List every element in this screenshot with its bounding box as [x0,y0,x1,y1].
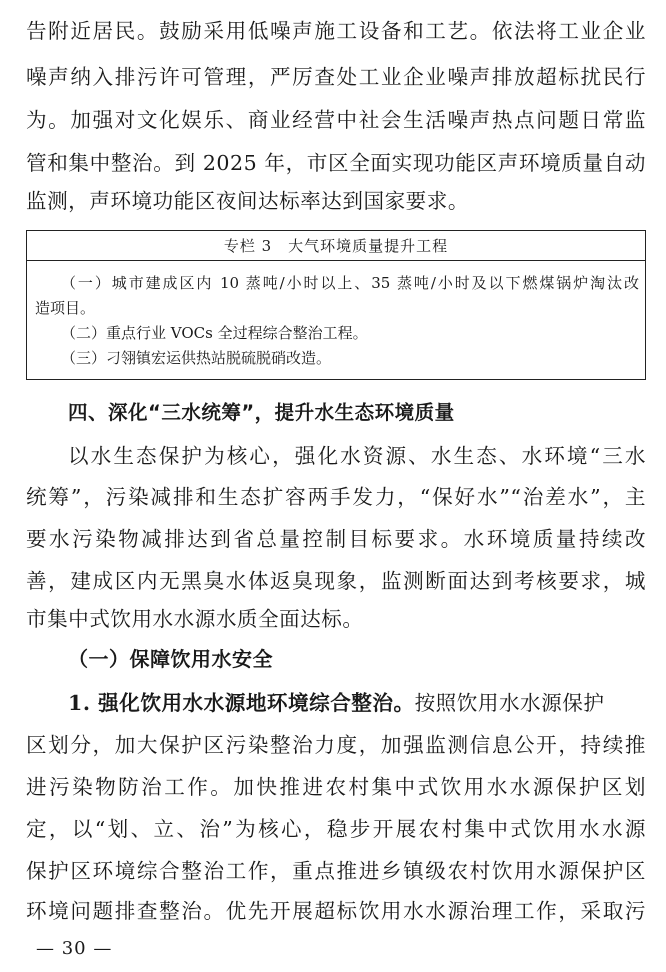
item-text: 按照饮用水水源保护 [414,691,605,715]
paragraph-line: 为。加强对文化娱乐、商业经营中社会生活噪声热点问题日常监 [26,108,646,132]
paragraph-line: 市集中式饮用水水源水质全面达标。 [26,607,364,631]
paragraph-line: 区划分，加大保护区污染整治力度，加强监测信息公开，持续推 [26,733,646,757]
paragraph-line: 保护区环境综合整治工作，重点推进乡镇级农村饮用水源保护区 [26,859,646,883]
paragraph-line: 以水生态保护为核心，强化水资源、水生态、水环境“三水 [68,444,646,468]
special-column-item: （一）城市建成区内 10 蒸吨/小时以上、35 蒸吨/小时及以下燃煤锅炉淘汰改 [61,274,639,292]
special-column-item: （三）刁翎镇宏运供热站脱硫脱硝改造。 [61,349,332,367]
page-number: — 30 — [36,938,113,959]
subsection-heading: （一）保障饮用水安全 [68,647,273,671]
paragraph-line: 告附近居民。鼓励采用低噪声施工设备和工艺。依法将工业企业 [26,19,646,43]
paragraph-line: 定，以“划、立、治”为核心，稳步开展农村集中式饮用水水源 [26,817,646,841]
paragraph-line: 善，建成区内无黑臭水体返臭现象，监测断面达到考核要求，城 [26,569,646,593]
paragraph-line: 噪声纳入排污许可管理，严厉查处工业企业噪声排放超标扰民行 [26,65,646,89]
paragraph-line: 要水污染物减排达到省总量控制目标要求。水环境质量持续改 [26,527,646,551]
paragraph-line: 进污染物防治工作。加快推进农村集中式饮用水水源保护区划 [26,775,646,799]
paragraph-line: 统筹”，污染减排和生态扩容两手发力，“保好水”“治差水”，主 [26,485,646,509]
special-column-box [26,230,646,380]
paragraph-line: 监测，声环境功能区夜间达标率达到国家要求。 [26,189,469,213]
paragraph-line: 环境问题排查整治。优先开展超标饮用水水源治理工作，采取污 [26,899,646,923]
item-lead: 1. 强化饮用水水源地环境综合整治。 [68,691,415,715]
special-column-title: 专栏 3 大气环境质量提升工程 [27,231,645,261]
section-heading: 四、深化“三水统筹”，提升水生态环境质量 [68,401,455,424]
paragraph-line: 管和集中整治。到 2025 年，市区全面实现功能区声环境质量自动 [26,151,646,175]
special-column-item: （二）重点行业 VOCs 全过程综合整治工程。 [61,324,368,342]
paragraph-line [68,690,646,716]
special-column-item: 造项目。 [35,299,96,317]
